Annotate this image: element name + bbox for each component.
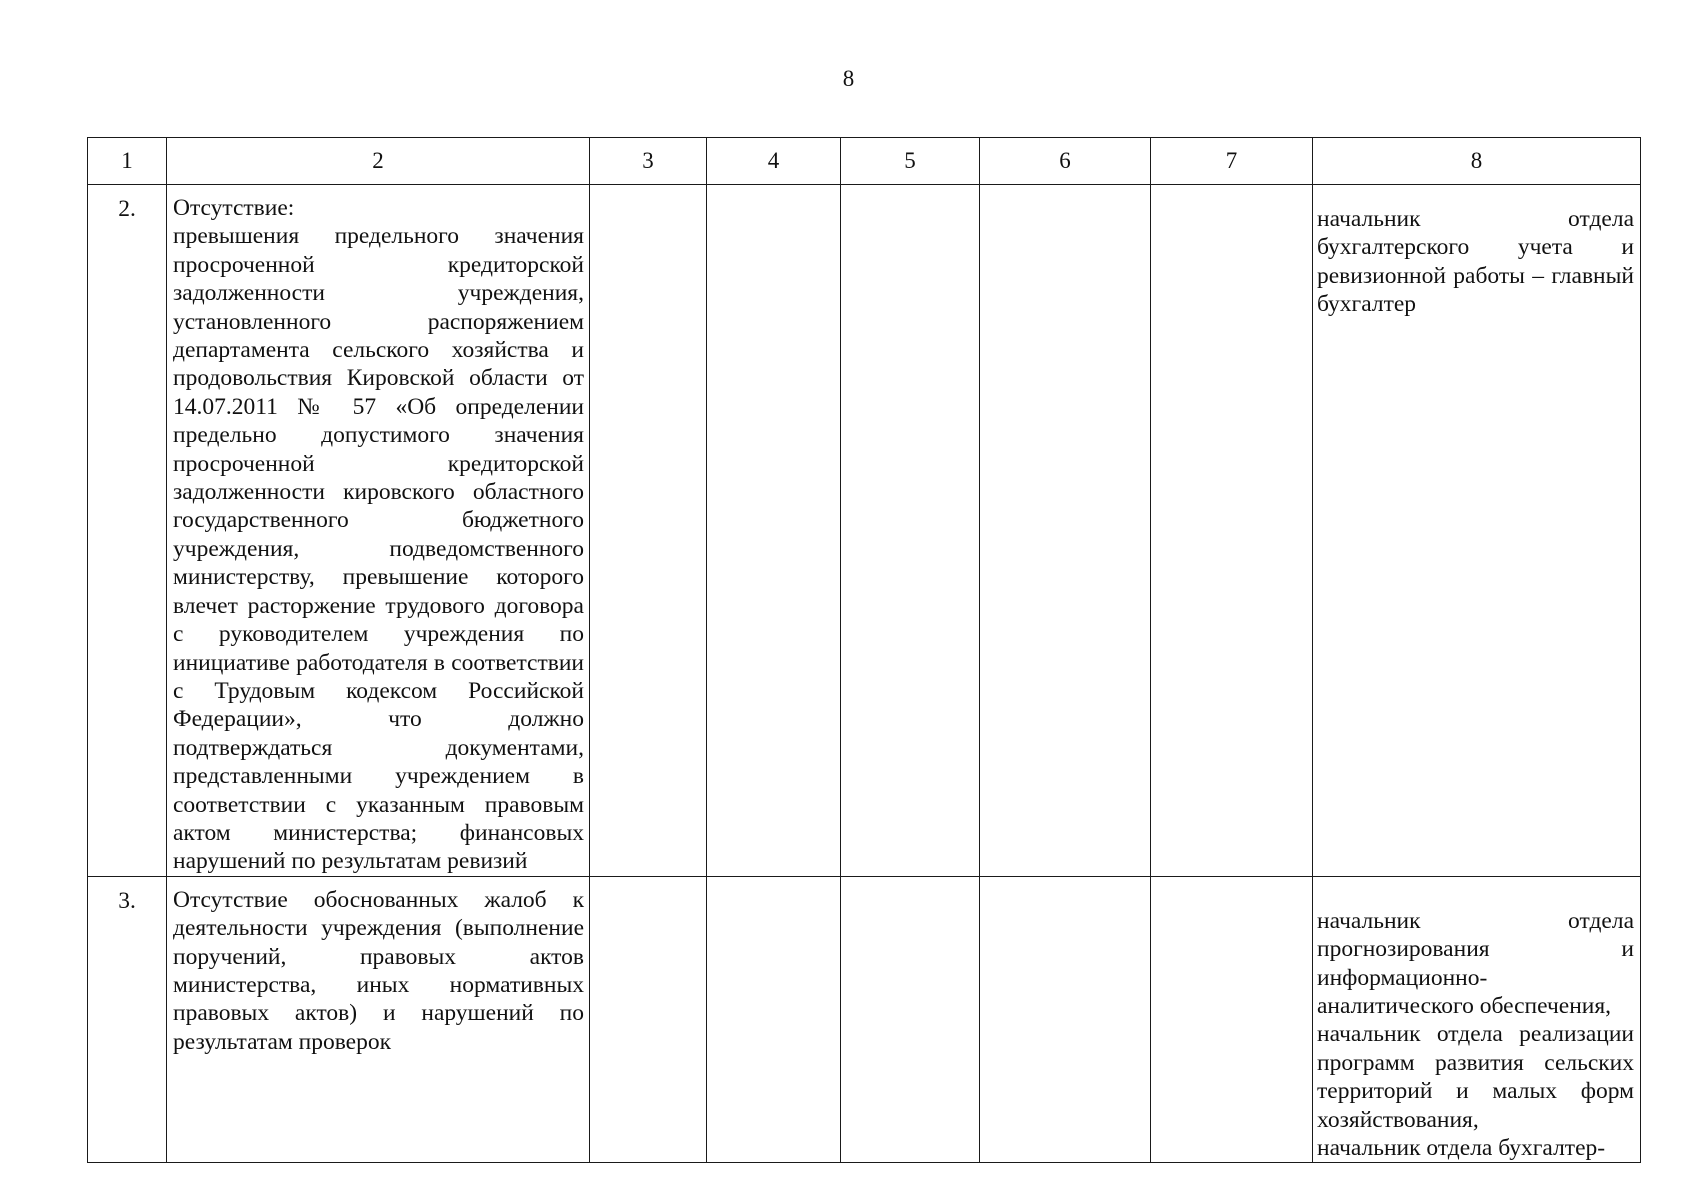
- cell-col4: [707, 185, 841, 877]
- criteria-table: [87, 137, 1641, 1163]
- column-header-1: 1: [88, 138, 167, 185]
- cell-col5: [841, 876, 980, 1163]
- responsible-cell: [1313, 876, 1641, 1163]
- row-number: 3.: [88, 876, 167, 1163]
- column-header-3: 3: [590, 138, 707, 185]
- table-row: [88, 185, 1641, 877]
- responsible-cell: [1313, 185, 1641, 877]
- cell-col7: [1151, 185, 1313, 877]
- page-number: 8: [842, 66, 855, 91]
- cell-col7: [1151, 876, 1313, 1163]
- row-number: 2.: [88, 185, 167, 877]
- cell-col6: [980, 876, 1151, 1163]
- column-header-5: 5: [841, 138, 980, 185]
- criterion-description: [167, 185, 590, 877]
- cell-col3: [590, 876, 707, 1163]
- cell-col6: [980, 185, 1151, 877]
- column-header-8: 8: [1313, 138, 1641, 185]
- column-header-7: 7: [1151, 138, 1313, 185]
- responsible-text: начальник отдела бухгалтерского учета и ревизионной работы – главный бухгалтер: [1317, 206, 1634, 318]
- column-header-2: 2: [167, 138, 590, 185]
- cell-col5: [841, 185, 980, 877]
- criterion-text: Отсутствие: превышения предельного значения просроченной кредиторской задолженности учреждения, установленного распоряжением департамента сельского хозяйства и продовольствия Кировской области от 14.07.2011 № 57 «Об определении предельно допустимого значения просроченной кредиторской задолженности кировского областного государственного бюджетного учреждения, подведомственного министерству, превышение которого влечет расторжение трудового договора с руководителем учреждения по инициативе работодателя в соответствии с Трудовым кодексом Российской Федерации», что должно подтверждаться документами, представленными учреждением в соответствии с указанным правовым актом министерства; финансовых нарушений по результатам ревизий: [173, 195, 584, 875]
- cell-col3: [590, 185, 707, 877]
- table-header-row: [88, 138, 1641, 185]
- column-header-4: 4: [707, 138, 841, 185]
- criterion-text: Отсутствие обоснованных жалоб к деятельности учреждения (выполнение поручений, правовых актов министерства, иных нормативных правовых актов) и нарушений по результатам проверок: [173, 886, 584, 1055]
- table-row: [88, 876, 1641, 1163]
- responsible-text: начальник отдела прогнозирования и информационно-аналитического обеспечения, начальник отдела реализации программ развития сельских территорий и малых форм хозяйствования, начальник отдела бухгалтер-: [1317, 907, 1634, 1161]
- column-header-6: 6: [980, 138, 1151, 185]
- cell-col4: [707, 876, 841, 1163]
- criterion-description: [167, 876, 590, 1163]
